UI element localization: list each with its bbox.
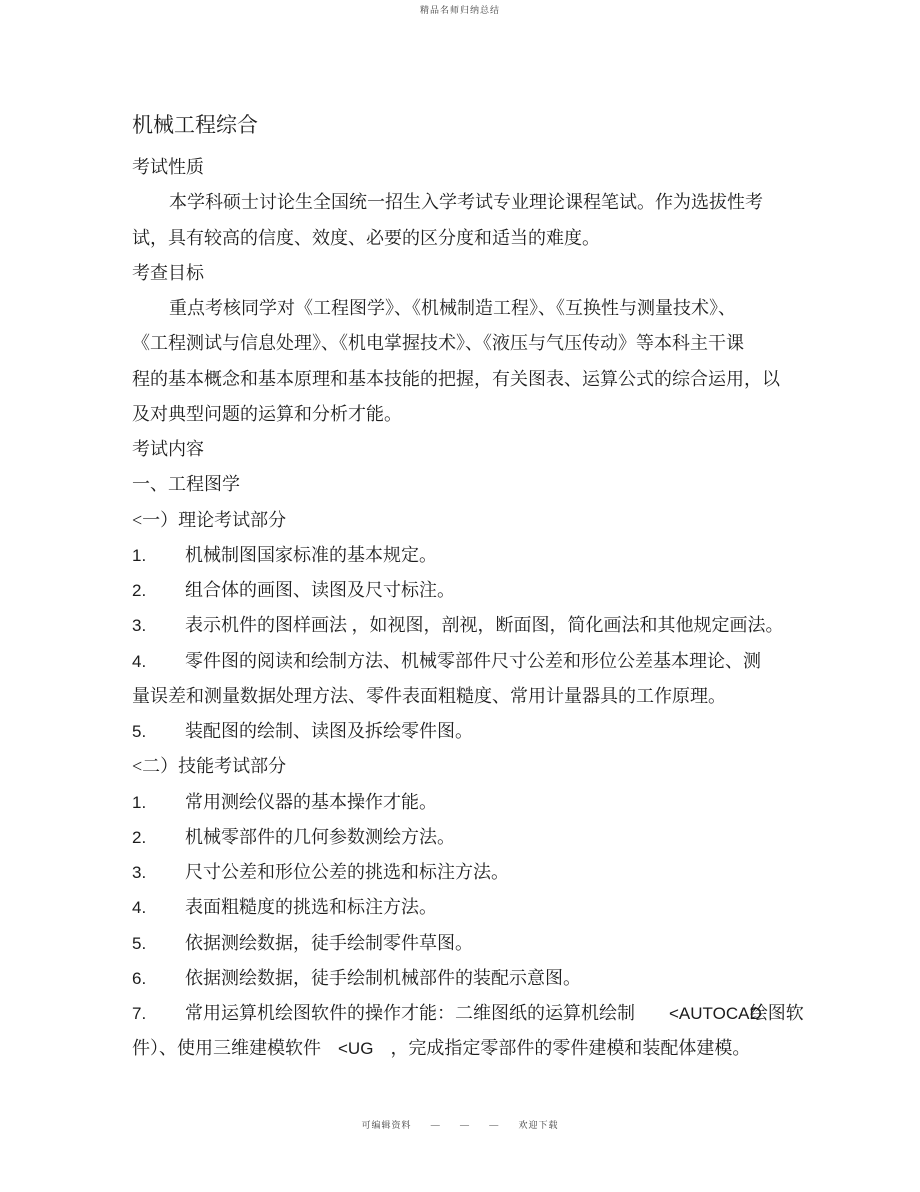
paragraph-line: 《工程测试与信息处理》、《机电掌握技术》、《液压与气压传动》等本科主干课	[132, 333, 744, 354]
text-run: 件）、使用三维建模软件	[132, 1038, 321, 1059]
section-heading: 考试内容	[132, 439, 204, 459]
paragraph-line: 程的基本概念和基本原理和基本技能的把握，有关图表、运算公式的综合运用，以	[132, 368, 780, 389]
list-item	[132, 644, 794, 679]
item-number: 3.	[132, 616, 147, 636]
watermark-text: 精品名师归纳总结	[419, 5, 500, 15]
item-text: 组合体的画图、读图及尺寸标注。	[185, 580, 455, 600]
item-number: 2.	[132, 827, 147, 847]
text-run: <UG	[321, 1039, 391, 1059]
item-number: 5.	[132, 933, 147, 953]
list-item	[132, 785, 794, 820]
paragraph-line: 量误差和测量数据处理方法、零件表面粗糙度、常用计量器具的工作原理。	[132, 685, 726, 706]
list-item	[132, 996, 804, 1031]
item-text: 零件图的阅读和绘制方法、机械零部件尺寸公差和形位公差基本理论、测	[185, 650, 761, 671]
item-text: 机械制图国家标准的基本规定。	[185, 544, 437, 565]
item-number: 5.	[132, 722, 147, 741]
item-number: 4.	[132, 898, 147, 918]
item-number: 4.	[132, 651, 147, 671]
document-title: 机械工程综合	[132, 113, 258, 137]
item-number: 3.	[132, 863, 147, 882]
list-item	[132, 608, 794, 643]
item-number: 7.	[132, 1004, 147, 1023]
item-text: 表面粗糙度的挑选和标注方法。	[185, 897, 437, 918]
item-text: 依据测绘数据，徒手绘制机械部件的装配示意图。	[185, 967, 581, 988]
document-body	[132, 100, 804, 1067]
list-item	[132, 961, 794, 996]
text-run: <AUTOCAD	[635, 1004, 762, 1023]
paragraph-line: 重点考核同学对《工程图学》、《机械制造工程》、《互换性与测量技术》、	[169, 298, 736, 318]
subsection-heading: <一）理论考试部分	[132, 509, 287, 530]
paragraph-line: 及对典型问题的运算和分析才能。	[132, 403, 402, 424]
item-text	[185, 1003, 804, 1023]
item-number: 6.	[132, 968, 147, 988]
text-run: ，完成指定零部件的零件建模和装配体建模。	[390, 1038, 751, 1059]
item-text: 尺寸公差和形位公差的挑选和标注方法。	[185, 862, 509, 882]
item-text: 装配图的绘制、读图及拆绘零件图。	[185, 721, 473, 741]
list-item	[132, 538, 794, 573]
item-number: 1.	[132, 545, 147, 565]
section-heading: 考试性质	[132, 157, 204, 177]
item-text: 表示机件的图样画法 ，如视图，剖视，断面图，简化画法和其他规定画法。	[185, 615, 784, 636]
section-heading: 考查目标	[132, 262, 204, 283]
list-item	[132, 890, 794, 925]
item-text: 依据测绘数据，徒手绘制零件草图。	[185, 932, 473, 953]
paragraph-line: 试，具有较高的信度、效度、必要的区分度和适当的难度。	[132, 227, 600, 248]
item-text: 机械零部件的几何参数测绘方法。	[185, 826, 455, 847]
list-item	[132, 926, 794, 961]
subsection-heading: <二）技能考试部分	[132, 756, 287, 777]
list-item	[132, 855, 794, 890]
text-run: 绘图软	[749, 1003, 804, 1023]
item-text: 常用测绘仪器的基本操作才能。	[185, 791, 437, 812]
item-number: 1.	[132, 792, 147, 812]
document-blocks	[132, 150, 804, 1067]
paragraph-line	[132, 1031, 794, 1066]
item-number: 2.	[132, 581, 147, 600]
list-item	[132, 573, 794, 608]
footer-text: 可编辑资料 — — — 欢迎下载	[361, 1120, 559, 1130]
paragraph-line: 本学科硕士讨论生全国统一招生入学考试专业理论课程笔试。作为选拔性考	[169, 192, 763, 213]
list-item	[132, 714, 794, 749]
text-run: 常用运算机绘图软件的操作才能：二维图纸的运算机绘制	[185, 1003, 635, 1023]
subsection-heading: 一、工程图学	[132, 474, 240, 495]
list-item	[132, 820, 794, 855]
